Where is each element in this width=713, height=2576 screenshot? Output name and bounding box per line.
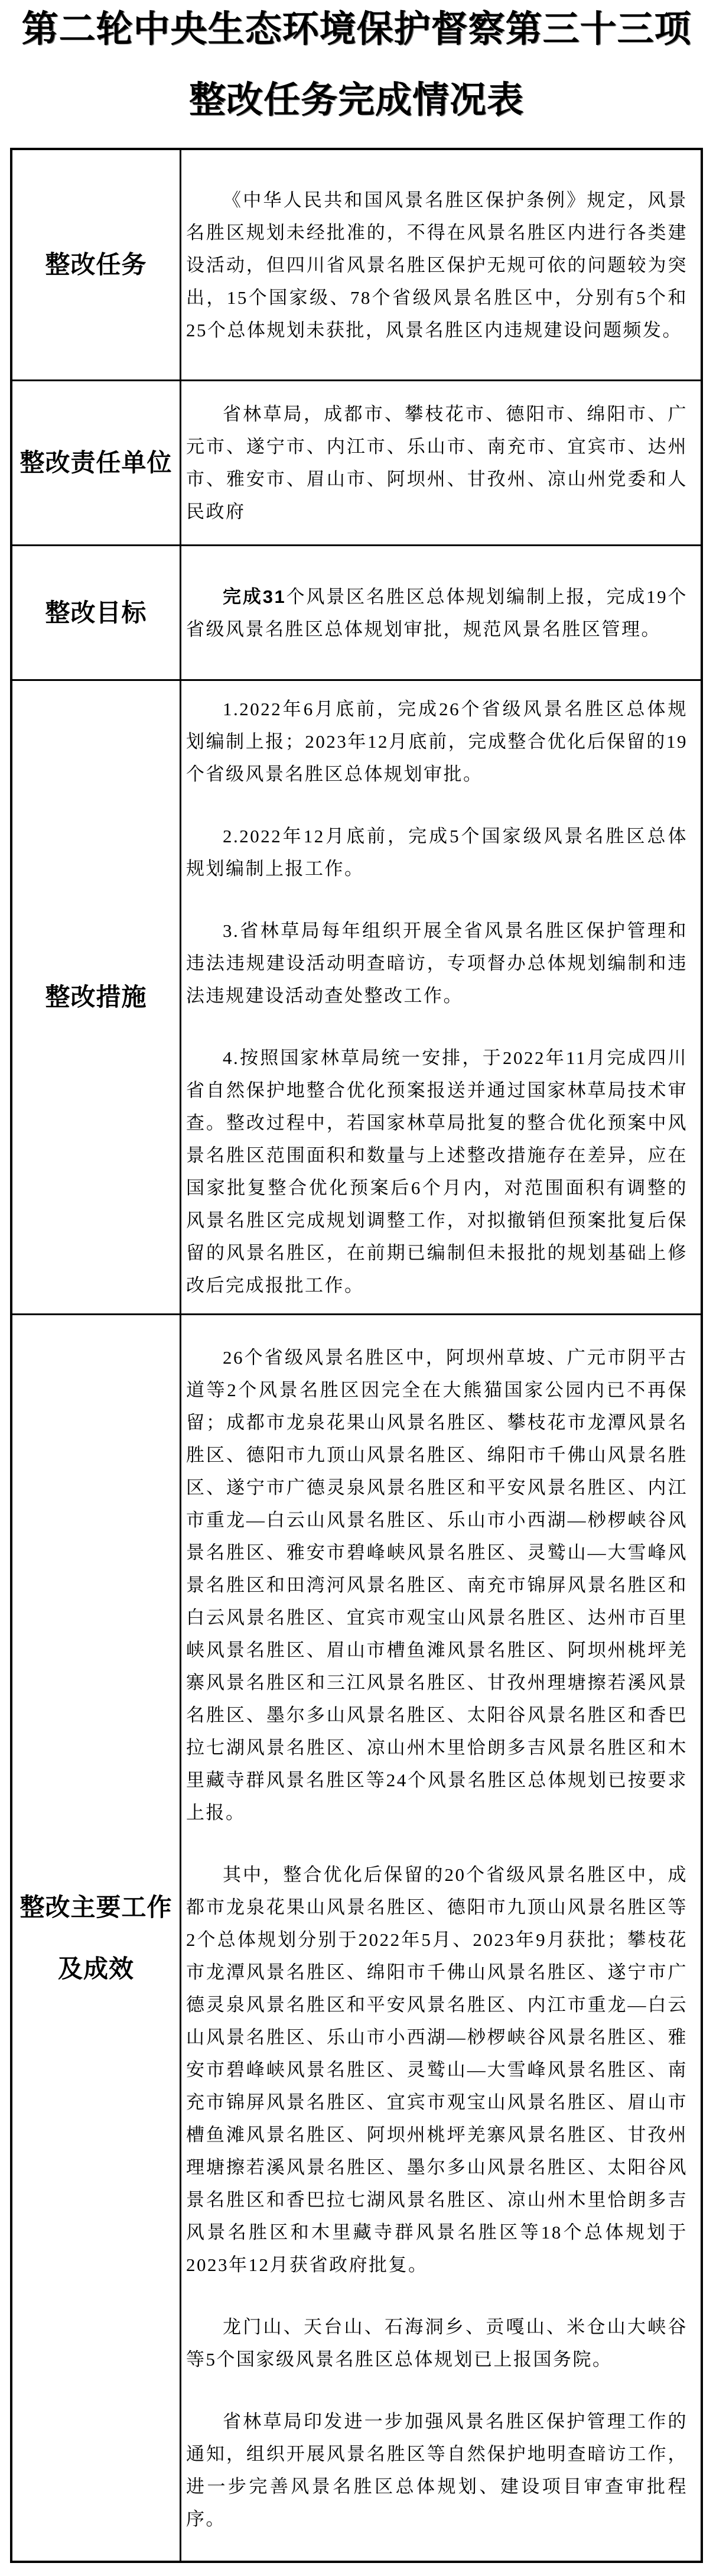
row-label-text: 整改责任单位 <box>19 449 172 476</box>
table-row-measures <box>12 679 701 1313</box>
row-body-measures <box>181 681 701 1313</box>
row-body-goal <box>181 546 701 679</box>
row-label-text: 整改任务 <box>45 251 147 278</box>
table-row-task <box>12 150 701 379</box>
goal-text: 个风景区名胜区总体规划编制上报，完成19个省级风景名胜区总体规划审批，规范风景名胜区管理。 <box>186 586 688 640</box>
paragraph: 省林草局，成都市、攀枝花市、德阳市、绵阳市、广元市、遂宁市、内江市、乐山市、南充市、宜宾市、达州市、雅安市、眉山市、阿坝州、甘孜州、凉山州党委和人民政府 <box>186 404 688 522</box>
row-label-measures <box>12 681 181 1313</box>
row-label-responsible-units <box>12 381 181 544</box>
paragraph: 2.2022年12月底前，完成5个国家级风景名胜区总体规划编制上报工作。 <box>186 826 688 879</box>
row-label-main-work-results <box>12 1315 181 2561</box>
paragraph: 3.省林草局每年组织开展全省风景名胜区保护管理和违法违规建设活动明查暗访，专项督办总体规划编制和违法违规建设活动查处整改工作。 <box>186 920 688 1006</box>
row-label-text: 整改措施 <box>45 983 147 1011</box>
table-row-responsible-units <box>12 379 701 544</box>
paragraph: 4.按照国家林草局统一安排，于2022年11月完成四川省自然保护地整合优化预案报送并通过国家林草局技术审查。整改过程中，若国家林草局批复的整合优化预案中风景名胜区范围面积和数量与上述整改措施存在差异，应在国家批复整合优化预案后6个月内，对范围面积有调整的风景名胜区完成规划调整工作，对拟撤销但预案批复后保留的风景名胜区，在前期已编制但未报批的规划基础上修改后完成报批工作。 <box>186 1047 688 1296</box>
paragraph: 省林草局印发进一步加强风景名胜区保护管理工作的通知，组织开展风景名胜区等自然保护地明查暗访工作，进一步完善风景名胜区总体规划、建设项目审查审批程序。 <box>186 2410 688 2529</box>
paragraph: 其中，整合优化后保留的20个省级风景名胜区中，成都市龙泉花果山风景名胜区、德阳市九顶山风景名胜区等2个总体规划分别于2022年5月、2023年9月获批；攀枝花市龙潭风景名胜区、绵阳市千佛山风景名胜区、遂宁市广德灵泉风景名胜区和平安风景名胜区、内江市重龙—白云山风景名胜区、乐山市小西湖—桫椤峡谷风景名胜区、雅安市碧峰峡风景名胜区、灵鹫山—大雪峰风景名胜区、南充市锦屏风景名胜区、宜宾市观宝山风景名胜区、眉山市槽鱼滩风景名胜区、阿坝州桃坪羌寨风景名胜区、甘孜州理塘擦若溪风景名胜区、墨尔多山风景名胜区、太阳谷风景名胜区和香巴拉七湖风景名胜区、凉山州木里恰朗多吉风景名胜区和木里藏寺群风景名胜区等18个总体规划于2023年12月获省政府批复。 <box>186 1864 688 2275</box>
paragraph: 1.2022年6月底前，完成26个省级风景名胜区总体规划编制上报；2023年12月底前，完成整合优化后保留的19个省级风景名胜区总体规划审批。 <box>186 699 688 784</box>
title-line-1: 第二轮中央生态环境保护督察第三十三项 <box>21 9 692 50</box>
rectification-table <box>10 148 703 2563</box>
row-label-task <box>12 150 181 379</box>
paragraph: 26个省级风景名胜区中，阿坝州草坡、广元市阴平古道等2个风景名胜区因完全在大熊猫国家公园内已不再保留；成都市龙泉花果山风景名胜区、攀枝花市龙潭风景名胜区、德阳市九顶山风景名胜区、绵阳市千佛山风景名胜区、遂宁市广德灵泉风景名胜区和平安风景名胜区、内江市重龙—白云山风景名胜区、乐山市小西湖—桫椤峡谷风景名胜区、雅安市碧峰峡风景名胜区、灵鹫山—大雪峰风景名胜区和田湾河风景名胜区、南充市锦屏风景名胜区和白云风景名胜区、宜宾市观宝山风景名胜区、达州市百里峡风景名胜区、眉山市槽鱼滩风景名胜区、阿坝州桃坪羌寨风景名胜区和三江风景名胜区、甘孜州理塘擦若溪风景名胜区、墨尔多山风景名胜区、太阳谷风景名胜区和香巴拉七湖风景名胜区、凉山州木里恰朗多吉风景名胜区和木里藏寺群风景名胜区等24个风景名胜区总体规划已按要求上报。 <box>186 1347 688 1823</box>
row-label-line-2: 及成效 <box>57 1954 134 1983</box>
paragraph: 《中华人民共和国风景名胜区保护条例》规定，风景名胜区规划未经批准的，不得在风景名胜区内进行各类建设活动，但四川省风景名胜区保护无规可依的问题较为突出，15个国家级、78个省级风景名胜区中，分别有5个和25个总体规划未获批，风景名胜区内违规建设问题频发。 <box>186 189 688 340</box>
paragraph <box>186 580 688 645</box>
row-label-goal <box>12 546 181 679</box>
title-line-2: 整改任务完成情况表 <box>188 80 524 121</box>
goal-bold-prefix: 完成31 <box>223 586 286 607</box>
paragraph: 龙门山、天台山、石海洞乡、贡嘎山、米仓山大峡谷等5个国家级风景名胜区总体规划已上报国务院。 <box>186 2316 688 2370</box>
row-body-responsible-units <box>181 381 701 544</box>
row-label-text: 整改目标 <box>45 598 147 627</box>
row-body-main-work-results <box>181 1315 701 2561</box>
document-title <box>0 0 713 122</box>
row-label-line-1: 整改主要工作 <box>19 1893 172 1921</box>
table-row-goal <box>12 544 701 679</box>
row-body-task <box>181 150 701 379</box>
table-row-main-work-results <box>12 1313 701 2561</box>
